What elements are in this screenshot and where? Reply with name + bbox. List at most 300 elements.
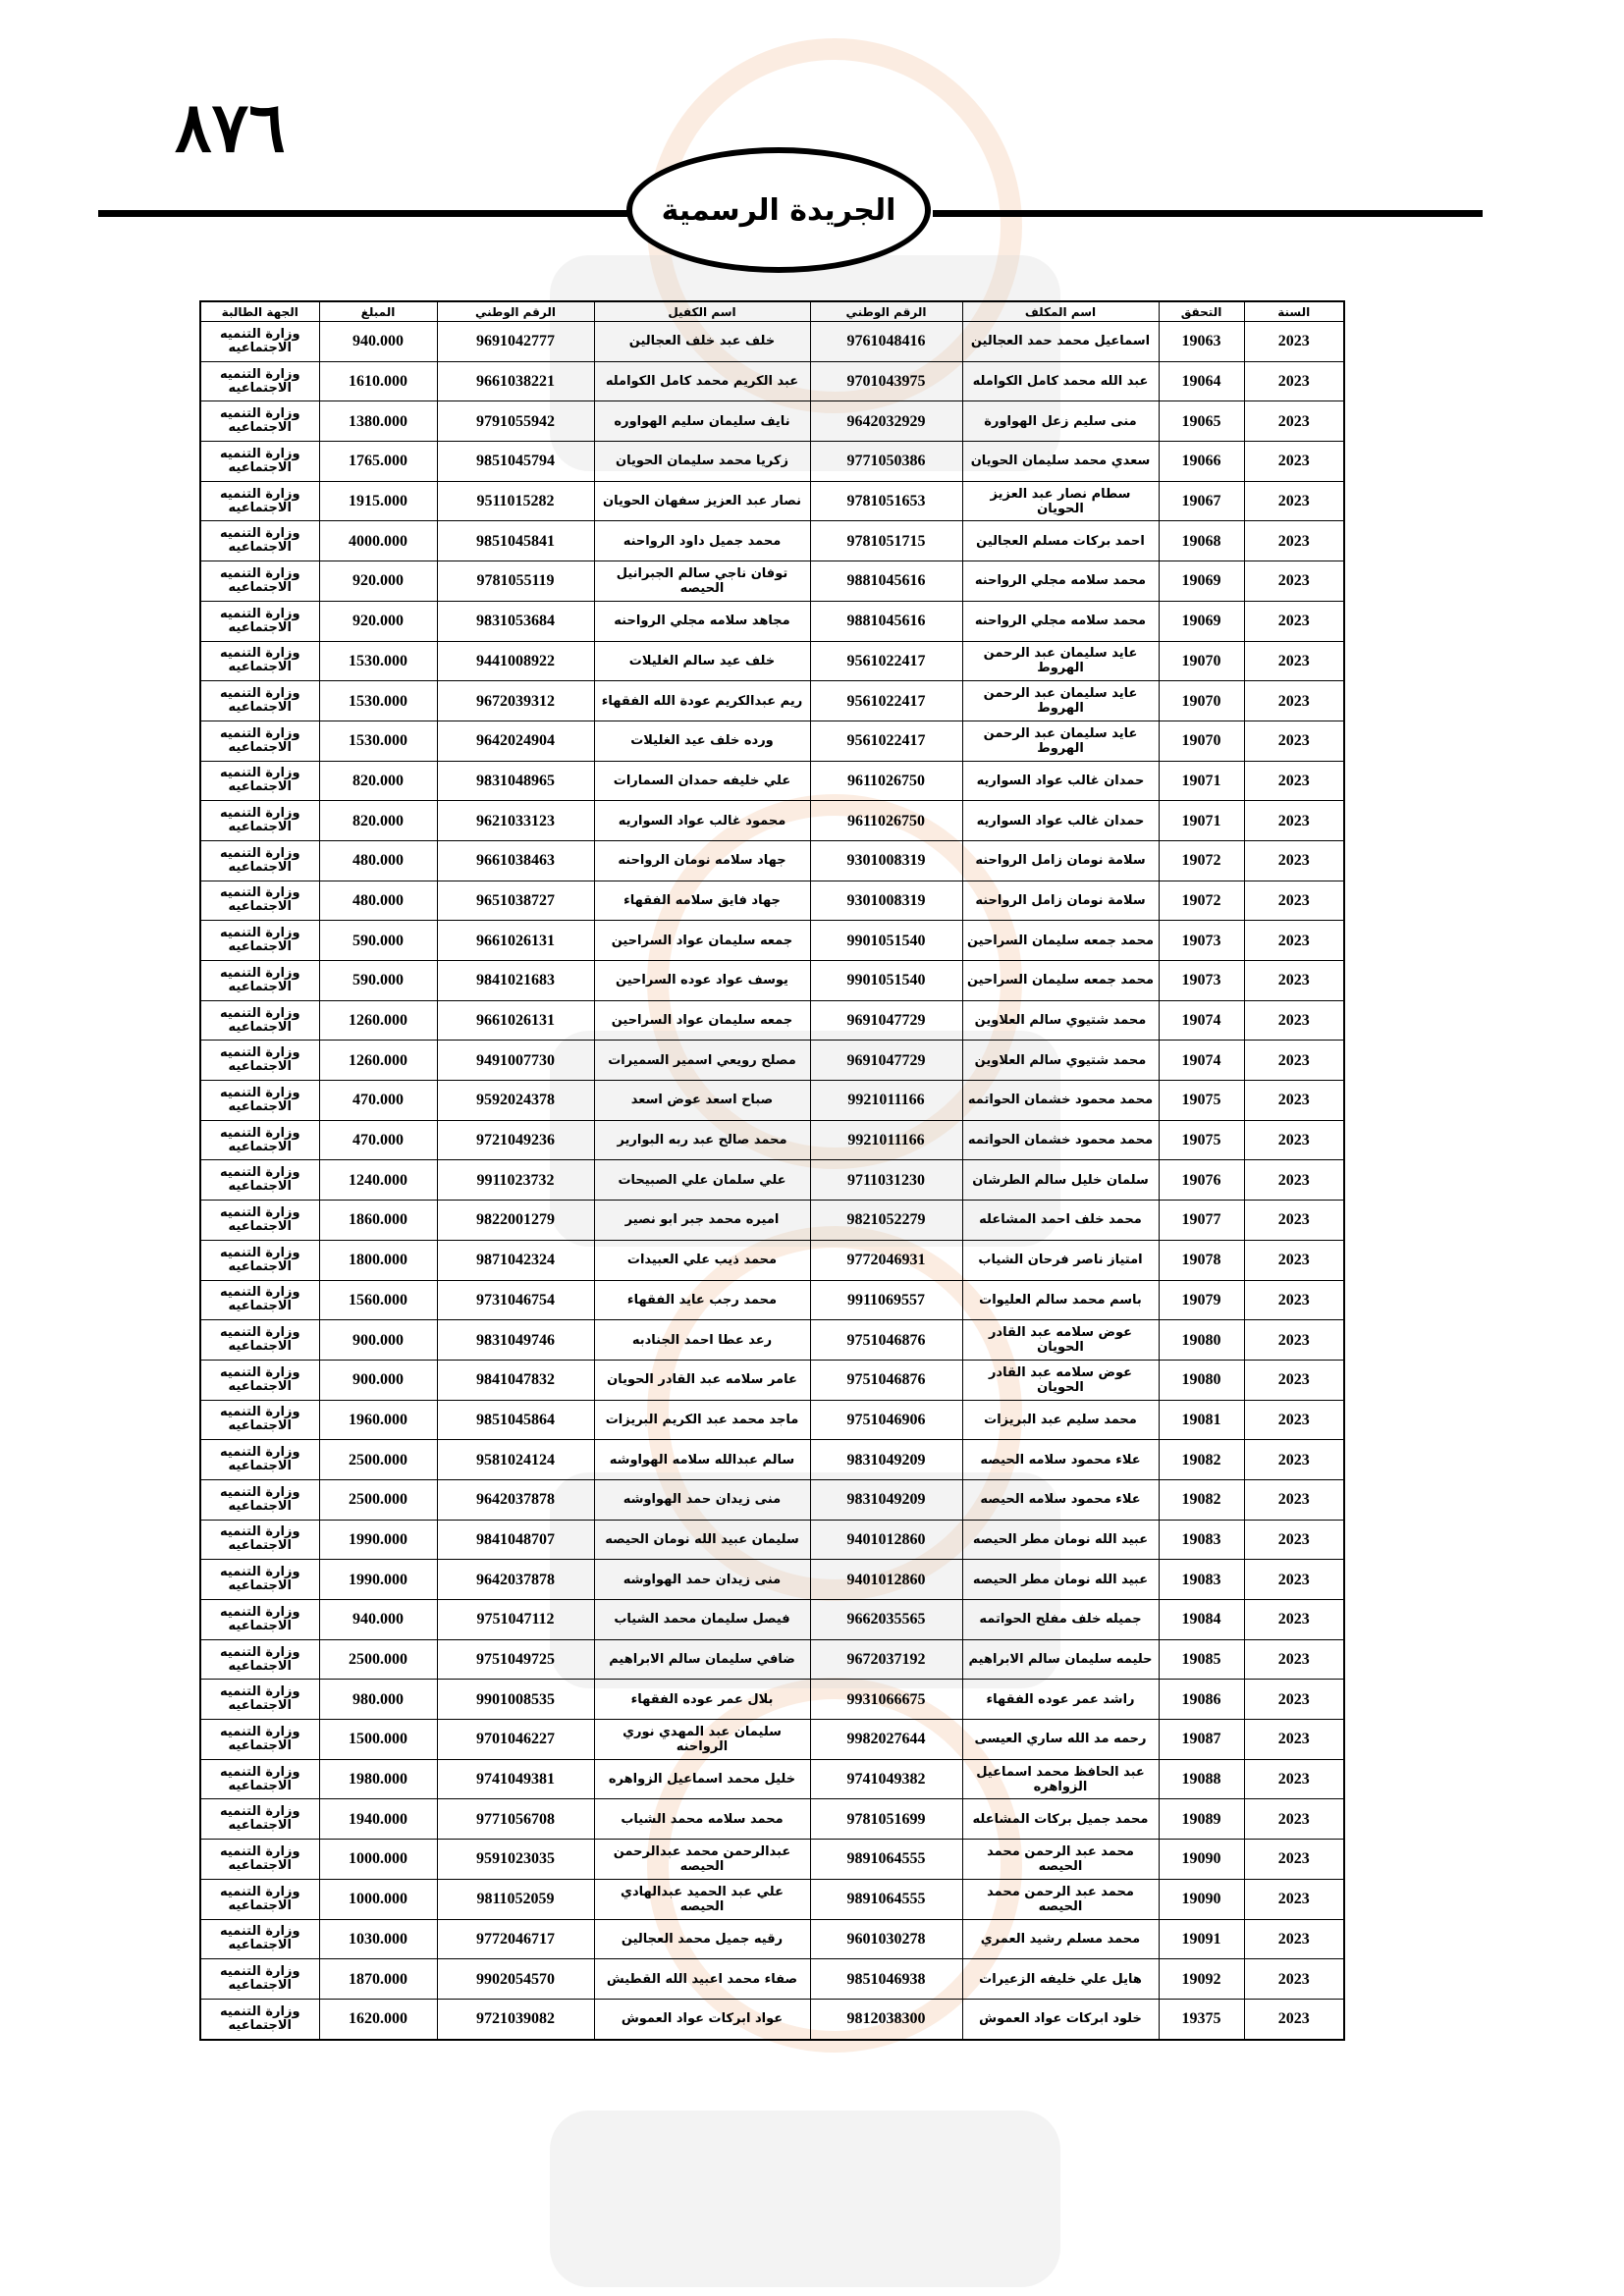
cell-debtor-name: محمد محمود خشمان الحواتمه [962,1081,1159,1121]
cell-guarantor-name: محمد سلامه محمد الشياب [594,1799,810,1840]
cell-authority: وزارة التنميه الاجتماعيه [200,761,319,801]
cell-amount: 1000.000 [319,1840,437,1880]
cell-year: 2023 [1244,840,1344,881]
cell-guarantor-id: 9661038221 [437,361,594,401]
cell-year: 2023 [1244,721,1344,761]
cell-guarantor-id: 9701046227 [437,1720,594,1760]
cell-debtor-id: 9711031230 [810,1160,962,1201]
col-header-amount: المبلغ [319,301,437,322]
cell-debtor-id: 9772046931 [810,1240,962,1280]
cell-amount: 1260.000 [319,1000,437,1041]
cell-amount: 2500.000 [319,1479,437,1520]
cell-amount: 1530.000 [319,721,437,761]
cell-authority: وزارة التنميه الاجتماعيه [200,1081,319,1121]
cell-guarantor-name: محمد صالح عبد ربه البوارير [594,1120,810,1160]
cell-year: 2023 [1244,1639,1344,1680]
cell-amount: 4000.000 [319,521,437,561]
cell-debtor-name: باسم محمد سالم العليوات [962,1280,1159,1320]
cell-year: 2023 [1244,481,1344,521]
cell-authority: وزارة التنميه الاجتماعيه [200,1959,319,2000]
cell-year: 2023 [1244,1160,1344,1201]
table-row [200,641,1344,681]
cell-debtor-id: 9751046876 [810,1360,962,1400]
table-row [200,521,1344,561]
cell-guarantor-id: 9911023732 [437,1160,594,1201]
cell-year: 2023 [1244,1919,1344,1959]
gazette-title: الجريدة الرسمية [661,192,896,228]
cell-authority: وزارة التنميه الاجتماعيه [200,1680,319,1720]
cell-year: 2023 [1244,1479,1344,1520]
cell-guarantor-id: 9511015282 [437,481,594,521]
table-row [200,322,1344,362]
cell-debtor-id: 9691047729 [810,1041,962,1081]
cell-guarantor-id: 9791055942 [437,401,594,442]
cell-guarantor-name: ضافي سليمان سالم الابراهيم [594,1639,810,1680]
cell-amount: 1870.000 [319,1959,437,2000]
cell-debtor-name: محمد جميل بركات المشاعله [962,1799,1159,1840]
cell-authority: وزارة التنميه الاجتماعيه [200,721,319,761]
cell-check: 19073 [1159,921,1244,961]
cell-year: 2023 [1244,521,1344,561]
cell-check: 19071 [1159,801,1244,841]
cell-check: 19087 [1159,1720,1244,1760]
cell-authority: وزارة التنميه الاجتماعيه [200,1720,319,1760]
table-row [200,1041,1344,1081]
table-row [200,1520,1344,1560]
table-row [200,761,1344,801]
cell-guarantor-name: سليمان عبيد الله نومان الحيصه [594,1520,810,1560]
cell-guarantor-name: ريم عبدالكريم عودة الله الفقهاء [594,681,810,721]
cell-check: 19074 [1159,1000,1244,1041]
cell-debtor-name: محمد سليم عبد البريزات [962,1400,1159,1440]
col-header-check: التحقق [1159,301,1244,322]
cell-amount: 590.000 [319,961,437,1001]
table-row [200,1999,1344,2039]
cell-year: 2023 [1244,361,1344,401]
cell-year: 2023 [1244,1959,1344,2000]
cell-guarantor-id: 9651038727 [437,881,594,921]
cell-debtor-id: 9881045616 [810,561,962,602]
cell-guarantor-id: 9741049381 [437,1759,594,1799]
cell-year: 2023 [1244,961,1344,1001]
cell-check: 19066 [1159,442,1244,482]
cell-debtor-id: 9401012860 [810,1520,962,1560]
table-row [200,1919,1344,1959]
cell-authority: وزارة التنميه الاجتماعيه [200,1320,319,1361]
cell-check: 19074 [1159,1041,1244,1081]
cell-debtor-id: 9611026750 [810,801,962,841]
cell-debtor-id: 9851046938 [810,1959,962,2000]
cell-year: 2023 [1244,1600,1344,1640]
table-row [200,1639,1344,1680]
cell-guarantor-name: عبدالرحمن محمد عبدالرحمن الحيصه [594,1840,810,1880]
cell-check: 19070 [1159,681,1244,721]
cell-amount: 1800.000 [319,1240,437,1280]
cell-debtor-name: محمد محمود خشمان الحواتمه [962,1120,1159,1160]
cell-check: 19070 [1159,721,1244,761]
table-row [200,401,1344,442]
cell-amount: 900.000 [319,1360,437,1400]
cell-amount: 920.000 [319,601,437,641]
cell-authority: وزارة التنميه الاجتماعيه [200,1280,319,1320]
cell-guarantor-name: عبد الكريم محمد كامل الكوامله [594,361,810,401]
cell-debtor-id: 9751046876 [810,1320,962,1361]
cell-guarantor-name: اميره محمد جبر ابو نصير [594,1201,810,1241]
table-row [200,1600,1344,1640]
cell-year: 2023 [1244,921,1344,961]
cell-year: 2023 [1244,1799,1344,1840]
cell-authority: وزارة التنميه الاجتماعيه [200,1160,319,1201]
cell-amount: 820.000 [319,761,437,801]
cell-check: 19084 [1159,1600,1244,1640]
cell-amount: 480.000 [319,881,437,921]
cell-amount: 940.000 [319,1600,437,1640]
cell-amount: 900.000 [319,1320,437,1361]
cell-year: 2023 [1244,761,1344,801]
cell-guarantor-id: 9661026131 [437,921,594,961]
cell-guarantor-id: 9831048965 [437,761,594,801]
table-row [200,881,1344,921]
cell-year: 2023 [1244,1280,1344,1320]
cell-guarantor-name: فيصل سليمان محمد الشياب [594,1600,810,1640]
cell-check: 19091 [1159,1919,1244,1959]
cell-check: 19085 [1159,1639,1244,1680]
cell-debtor-id: 9901051540 [810,961,962,1001]
cell-guarantor-id: 9441008922 [437,641,594,681]
cell-authority: وزارة التنميه الاجتماعيه [200,1201,319,1241]
cell-guarantor-id: 9642037878 [437,1560,594,1600]
cell-debtor-id: 9781051715 [810,521,962,561]
page-number: ٨٧٦ [175,86,286,168]
cell-authority: وزارة التنميه الاجتماعيه [200,601,319,641]
cell-authority: وزارة التنميه الاجتماعيه [200,401,319,442]
cell-check: 19090 [1159,1840,1244,1880]
cell-guarantor-name: بلال عمر عوده الفقهاء [594,1680,810,1720]
cell-debtor-name: علاء محمود سلامه الحيصه [962,1479,1159,1520]
cell-check: 19075 [1159,1120,1244,1160]
cell-guarantor-name: علي سلمان علي الصبيحات [594,1160,810,1201]
cell-debtor-id: 9781051653 [810,481,962,521]
cell-check: 19072 [1159,881,1244,921]
cell-guarantor-id: 9901008535 [437,1680,594,1720]
cell-amount: 1860.000 [319,1201,437,1241]
table-row [200,801,1344,841]
cell-debtor-name: امتياز ناصر فرحان الشياب [962,1240,1159,1280]
cell-check: 19064 [1159,361,1244,401]
cell-amount: 1990.000 [319,1520,437,1560]
cell-authority: وزارة التنميه الاجتماعيه [200,322,319,362]
cell-authority: وزارة التنميه الاجتماعيه [200,1440,319,1480]
cell-guarantor-name: محمود غالب عواد السواريه [594,801,810,841]
cell-check: 19079 [1159,1280,1244,1320]
debtors-table [199,300,1345,2041]
table-row [200,1879,1344,1919]
cell-guarantor-name: منى زيدان حمد الهواوشه [594,1560,810,1600]
cell-guarantor-name: توفان ناجي سالم الجبرانيل الحيصه [594,561,810,602]
cell-debtor-id: 9982027644 [810,1720,962,1760]
cell-debtor-name: محمد خلف احمد المشاعله [962,1201,1159,1241]
cell-guarantor-id: 9771056708 [437,1799,594,1840]
cell-guarantor-id: 9841021683 [437,961,594,1001]
table-body [200,322,1344,2040]
cell-debtor-name: رحمه مد الله ساري العيسى [962,1720,1159,1760]
cell-guarantor-id: 9851045841 [437,521,594,561]
cell-guarantor-name: خلف عيد سالم الغليلات [594,641,810,681]
cell-guarantor-name: خلف عبد خلف العجالين [594,322,810,362]
cell-guarantor-id: 9811052059 [437,1879,594,1919]
cell-guarantor-id: 9621033123 [437,801,594,841]
cell-debtor-id: 9601030278 [810,1919,962,1959]
cell-check: 19076 [1159,1160,1244,1201]
cell-amount: 1000.000 [319,1879,437,1919]
cell-guarantor-name: ورده خلف عيد الغليلات [594,721,810,761]
cell-debtor-id: 9561022417 [810,681,962,721]
cell-check: 19086 [1159,1680,1244,1720]
cell-guarantor-name: جمعه سليمان عواد السراحين [594,921,810,961]
cell-check: 19068 [1159,521,1244,561]
table-row [200,1479,1344,1520]
cell-debtor-name: سلامة نومان زامل الرواحنه [962,881,1159,921]
cell-guarantor-name: محمد رجب عايد الفقهاء [594,1280,810,1320]
cell-year: 2023 [1244,1000,1344,1041]
cell-year: 2023 [1244,1840,1344,1880]
cell-amount: 1530.000 [319,681,437,721]
cell-check: 19069 [1159,561,1244,602]
cell-guarantor-name: خليل محمد اسماعيل الزواهره [594,1759,810,1799]
cell-amount: 1765.000 [319,442,437,482]
cell-check: 19082 [1159,1440,1244,1480]
cell-amount: 1990.000 [319,1560,437,1600]
cell-year: 2023 [1244,1999,1344,2039]
cell-guarantor-id: 9591023035 [437,1840,594,1880]
cell-guarantor-id: 9841048707 [437,1520,594,1560]
cell-amount: 920.000 [319,561,437,602]
cell-authority: وزارة التنميه الاجتماعيه [200,1879,319,1919]
cell-debtor-id: 9891064555 [810,1879,962,1919]
cell-year: 2023 [1244,401,1344,442]
cell-debtor-name: محمد شتيوي سالم العلاوين [962,1000,1159,1041]
cell-debtor-name: منى سليم زعل الهواورة [962,401,1159,442]
cell-guarantor-id: 9902054570 [437,1959,594,2000]
cell-guarantor-name: محمد ذيب علي العبيدات [594,1240,810,1280]
cell-amount: 470.000 [319,1081,437,1121]
cell-debtor-name: عبد الحافظ محمد اسماعيل الزواهره [962,1759,1159,1799]
cell-authority: وزارة التنميه الاجتماعيه [200,1479,319,1520]
table-row [200,840,1344,881]
cell-check: 19080 [1159,1360,1244,1400]
cell-check: 19073 [1159,961,1244,1001]
cell-debtor-name: عوض سلامه عبد القادر الحويان [962,1320,1159,1361]
cell-amount: 2500.000 [319,1440,437,1480]
cell-amount: 1960.000 [319,1400,437,1440]
header-rule-right [933,210,1483,217]
cell-debtor-name: اسماعيل محمد حمد العجالين [962,322,1159,362]
cell-check: 19082 [1159,1479,1244,1520]
cell-guarantor-name: علي عبد الحميد عبدالهادي الحيصه [594,1879,810,1919]
cell-guarantor-id: 9491007730 [437,1041,594,1081]
cell-guarantor-name: رعد عطا احمد الجنادبه [594,1320,810,1361]
cell-debtor-id: 9881045616 [810,601,962,641]
header-rule-left [98,210,628,217]
cell-guarantor-id: 9581024124 [437,1440,594,1480]
cell-authority: وزارة التنميه الاجتماعيه [200,641,319,681]
cell-check: 19077 [1159,1201,1244,1241]
cell-authority: وزارة التنميه الاجتماعيه [200,1000,319,1041]
cell-year: 2023 [1244,1201,1344,1241]
cell-debtor-name: عايد سليمان عبد الرحمن الهروط [962,641,1159,681]
col-header-guarantor-id: الرقم الوطني [437,301,594,322]
cell-debtor-id: 9642032929 [810,401,962,442]
cell-authority: وزارة التنميه الاجتماعيه [200,1639,319,1680]
cell-guarantor-id: 9751047112 [437,1600,594,1640]
cell-guarantor-id: 9642037878 [437,1479,594,1520]
cell-year: 2023 [1244,1680,1344,1720]
cell-debtor-id: 9771050386 [810,442,962,482]
table-row [200,1840,1344,1880]
cell-authority: وزارة التنميه الاجتماعيه [200,681,319,721]
cell-guarantor-name: نصار عبد العزيز سفهان الحويان [594,481,810,521]
table-row [200,442,1344,482]
cell-debtor-name: محمد شتيوي سالم العلاوين [962,1041,1159,1081]
cell-guarantor-id: 9831049746 [437,1320,594,1361]
cell-authority: وزارة التنميه الاجتماعيه [200,1600,319,1640]
cell-guarantor-name: سالم عبدالله سلامه الهواوشه [594,1440,810,1480]
cell-debtor-name: هايل علي خليفه الزعيرات [962,1959,1159,2000]
cell-year: 2023 [1244,1720,1344,1760]
table-row [200,1240,1344,1280]
table-row [200,1680,1344,1720]
table-row [200,1799,1344,1840]
cell-debtor-id: 9701043975 [810,361,962,401]
cell-debtor-id: 9911069557 [810,1280,962,1320]
cell-year: 2023 [1244,442,1344,482]
cell-authority: وزارة التنميه الاجتماعيه [200,1999,319,2039]
cell-guarantor-id: 9831053684 [437,601,594,641]
cell-debtor-name: محمد عبد الرحمن محمد الحيصه [962,1840,1159,1880]
cell-authority: وزارة التنميه الاجتماعيه [200,1360,319,1400]
col-header-debtor-name: اسم المكلف [962,301,1159,322]
cell-debtor-id: 9781051699 [810,1799,962,1840]
cell-authority: وزارة التنميه الاجتماعيه [200,1520,319,1560]
cell-guarantor-name: مجاهد سلامه مجلي الرواحنه [594,601,810,641]
cell-check: 19083 [1159,1560,1244,1600]
cell-amount: 590.000 [319,921,437,961]
cell-guarantor-id: 9731046754 [437,1280,594,1320]
cell-authority: وزارة التنميه الاجتماعيه [200,1041,319,1081]
cell-authority: وزارة التنميه الاجتماعيه [200,961,319,1001]
cell-debtor-name: عبيد الله نومان مطر الحيصه [962,1560,1159,1600]
cell-year: 2023 [1244,1560,1344,1600]
cell-year: 2023 [1244,1360,1344,1400]
cell-year: 2023 [1244,1120,1344,1160]
cell-check: 19072 [1159,840,1244,881]
cell-amount: 1620.000 [319,1999,437,2039]
table-row [200,1360,1344,1400]
cell-guarantor-id: 9592024378 [437,1081,594,1121]
cell-authority: وزارة التنميه الاجتماعيه [200,442,319,482]
cell-authority: وزارة التنميه الاجتماعيه [200,481,319,521]
table-row [200,1400,1344,1440]
cell-guarantor-name: يوسف عواد عوده السراحين [594,961,810,1001]
cell-amount: 470.000 [319,1120,437,1160]
table-row [200,1280,1344,1320]
cell-check: 19069 [1159,601,1244,641]
cell-guarantor-id: 9721039082 [437,1999,594,2039]
cell-check: 19070 [1159,641,1244,681]
cell-guarantor-id: 9642024904 [437,721,594,761]
cell-authority: وزارة التنميه الاجتماعيه [200,521,319,561]
table-row [200,561,1344,602]
cell-year: 2023 [1244,561,1344,602]
cell-debtor-id: 9672037192 [810,1639,962,1680]
cell-guarantor-id: 9781055119 [437,561,594,602]
cell-guarantor-name: نايف سليمان سليم الهواوره [594,401,810,442]
cell-authority: وزارة التنميه الاجتماعيه [200,1799,319,1840]
cell-authority: وزارة التنميه الاجتماعيه [200,361,319,401]
cell-guarantor-name: جمعه سليمان عواد السراحين [594,1000,810,1041]
cell-debtor-name: خلود ابركات عواد العموش [962,1999,1159,2039]
cell-debtor-id: 9891064555 [810,1840,962,1880]
cell-guarantor-id: 9871042324 [437,1240,594,1280]
cell-debtor-id: 9401012860 [810,1560,962,1600]
cell-check: 19067 [1159,481,1244,521]
cell-debtor-id: 9691047729 [810,1000,962,1041]
cell-amount: 940.000 [319,322,437,362]
cell-authority: وزارة التنميه الاجتماعيه [200,921,319,961]
table-row [200,721,1344,761]
cell-debtor-id: 9662035565 [810,1600,962,1640]
table-row [200,1959,1344,2000]
cell-debtor-name: سلامة نومان زامل الرواحنه [962,840,1159,881]
cell-debtor-id: 9751046906 [810,1400,962,1440]
col-header-debtor-id: الرقم الوطني [810,301,962,322]
cell-guarantor-name: زكريا محمد سليمان الحويان [594,442,810,482]
cell-guarantor-id: 9661038463 [437,840,594,881]
cell-year: 2023 [1244,801,1344,841]
cell-guarantor-id: 9661026131 [437,1000,594,1041]
cell-debtor-name: محمد سلامه مجلي الرواحنه [962,601,1159,641]
table-row [200,961,1344,1001]
table-row [200,1081,1344,1121]
cell-guarantor-id: 9672039312 [437,681,594,721]
cell-debtor-name: جميله خلف مفلح الحواتمه [962,1600,1159,1640]
cell-guarantor-id: 9851045794 [437,442,594,482]
cell-check: 19080 [1159,1320,1244,1361]
cell-debtor-name: حليمه سليمان سالم الابراهيم [962,1639,1159,1680]
cell-authority: وزارة التنميه الاجتماعيه [200,840,319,881]
cell-guarantor-name: عامر سلامه عبد القادر الحويان [594,1360,810,1400]
cell-year: 2023 [1244,1320,1344,1361]
cell-guarantor-name: صفاء محمد اعبيد الله القطيش [594,1959,810,2000]
cell-year: 2023 [1244,1041,1344,1081]
table-row [200,1201,1344,1241]
cell-guarantor-name: جهاد فايق سلامه الفقهاء [594,881,810,921]
table-header-row [200,301,1344,322]
cell-debtor-id: 9301008319 [810,881,962,921]
table-row [200,1440,1344,1480]
cell-year: 2023 [1244,1400,1344,1440]
cell-guarantor-id: 9721049236 [437,1120,594,1160]
cell-debtor-id: 9561022417 [810,721,962,761]
cell-year: 2023 [1244,681,1344,721]
cell-authority: وزارة التنميه الاجتماعيه [200,1840,319,1880]
cell-check: 19071 [1159,761,1244,801]
cell-debtor-id: 9831049209 [810,1479,962,1520]
cell-check: 19092 [1159,1959,1244,2000]
cell-debtor-name: محمد مسلم رشيد العمري [962,1919,1159,1959]
cell-guarantor-name: عواد ابركات عواد العموش [594,1999,810,2039]
cell-debtor-id: 9812038300 [810,1999,962,2039]
